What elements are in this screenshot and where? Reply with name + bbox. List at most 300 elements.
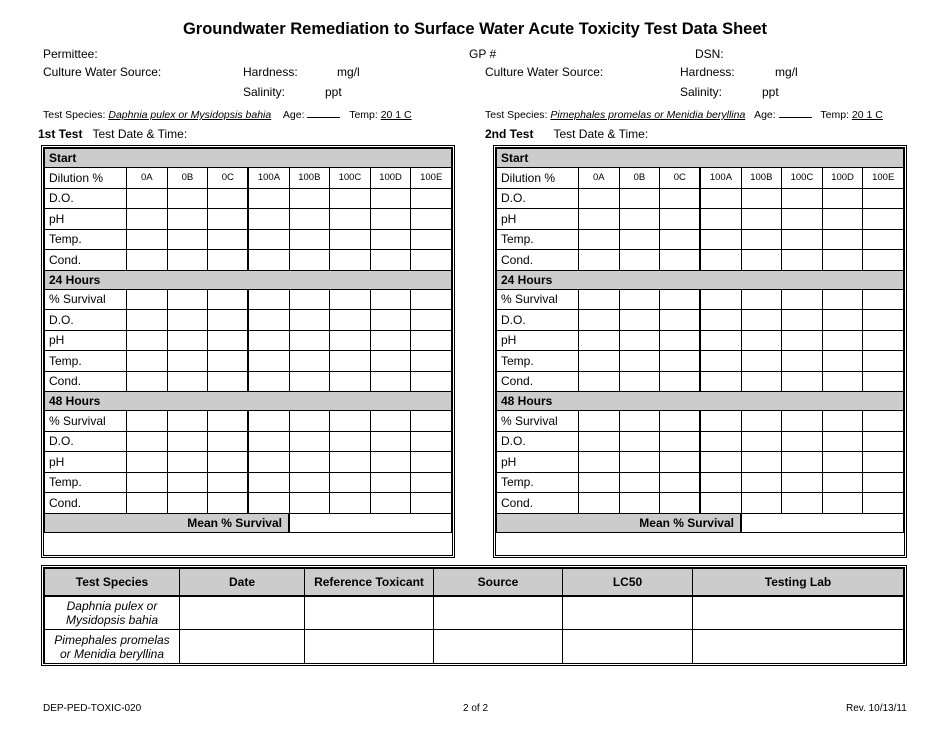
entry-cell[interactable] [370,188,411,209]
entry-cell[interactable] [370,452,411,473]
section-h48-label: 48 Hours [497,392,904,411]
test2-data-grid-frame [493,145,907,558]
entry-cell[interactable] [289,472,330,493]
entry-cell[interactable] [127,250,168,271]
entry-cell[interactable] [248,289,289,310]
row-label-do: D.O. [497,188,579,209]
measurement-row-temp [45,472,452,493]
entry-cell[interactable] [782,431,823,452]
entry-cell[interactable] [741,330,782,351]
dilution-column-header: 100E [411,168,452,189]
entry-cell[interactable] [208,330,249,351]
entry-cell[interactable] [411,411,452,432]
row-label-do: D.O. [497,431,579,452]
entry-cell[interactable] [330,330,371,351]
entry-cell[interactable] [660,209,701,230]
entry-cell[interactable] [127,493,168,514]
dilution-label: Dilution % [45,168,127,189]
entry-cell[interactable] [370,250,411,271]
entry-cell[interactable] [208,351,249,372]
entry-cell[interactable] [127,472,168,493]
entry-cell[interactable] [863,351,904,372]
entry-cell[interactable] [741,310,782,331]
entry-cell[interactable] [782,452,823,473]
entry-cell[interactable] [127,229,168,250]
section-header-row [497,392,904,411]
ref-source-cell[interactable] [434,596,563,630]
entry-cell[interactable] [579,351,620,372]
dilution-row [497,168,904,189]
entry-cell[interactable] [700,371,741,392]
entry-cell[interactable] [619,371,660,392]
entry-cell[interactable] [579,289,620,310]
entry-cell[interactable] [167,452,208,473]
entry-cell[interactable] [863,310,904,331]
ref-species-pimephales: Pimephales promelas or Menidia beryllina [45,630,180,664]
test-species-label-2: Test Species: [485,109,548,121]
entry-cell[interactable] [167,371,208,392]
entry-cell[interactable] [782,371,823,392]
entry-cell[interactable] [370,229,411,250]
entry-cell[interactable] [863,411,904,432]
entry-cell[interactable] [370,209,411,230]
entry-cell[interactable] [370,310,411,331]
entry-cell[interactable] [411,229,452,250]
entry-cell[interactable] [660,472,701,493]
entry-cell[interactable] [208,250,249,271]
entry-cell[interactable] [660,330,701,351]
dilution-label: Dilution % [497,168,579,189]
entry-cell[interactable] [167,209,208,230]
entry-cell[interactable] [208,188,249,209]
entry-cell[interactable] [700,229,741,250]
entry-cell[interactable] [167,188,208,209]
entry-cell[interactable] [411,289,452,310]
entry-cell[interactable] [208,209,249,230]
row-label-ph: pH [497,452,579,473]
entry-cell[interactable] [782,351,823,372]
salinity-label-1: Salinity: [243,85,286,99]
entry-cell[interactable] [700,452,741,473]
entry-cell[interactable] [660,411,701,432]
ref-toxicant-cell[interactable] [305,630,434,664]
measurement-row-survival [497,411,904,432]
dilution-row [45,168,452,189]
salinity-unit-2: ppt [762,85,779,99]
entry-cell[interactable] [248,411,289,432]
entry-cell[interactable] [208,472,249,493]
entry-cell[interactable] [330,229,371,250]
dilution-column-header: 100B [289,168,330,189]
entry-cell[interactable] [660,493,701,514]
entry-cell[interactable] [619,250,660,271]
section-h48-label: 48 Hours [45,392,452,411]
entry-cell[interactable] [660,351,701,372]
entry-cell[interactable] [411,371,452,392]
entry-cell[interactable] [782,188,823,209]
entry-cell[interactable] [741,452,782,473]
entry-cell[interactable] [411,472,452,493]
entry-cell[interactable] [660,371,701,392]
entry-cell[interactable] [700,351,741,372]
entry-cell[interactable] [863,472,904,493]
ref-date-cell[interactable] [180,596,305,630]
entry-cell[interactable] [863,209,904,230]
entry-cell[interactable] [782,472,823,493]
entry-cell[interactable] [579,188,620,209]
entry-cell[interactable] [741,229,782,250]
entry-cell[interactable] [330,188,371,209]
ref-header-date: Date [180,569,305,596]
measurement-row-do [497,188,904,209]
entry-cell[interactable] [700,431,741,452]
entry-cell[interactable] [660,431,701,452]
salinity-label-2: Salinity: [680,85,723,99]
ref-toxicant-cell[interactable] [305,596,434,630]
ref-lab-cell[interactable] [693,630,904,664]
entry-cell[interactable] [863,250,904,271]
entry-cell[interactable] [289,209,330,230]
entry-cell[interactable] [411,351,452,372]
entry-cell[interactable] [822,371,863,392]
entry-cell[interactable] [741,250,782,271]
entry-cell[interactable] [289,452,330,473]
test-species-line-2 [485,107,883,121]
entry-cell[interactable] [822,250,863,271]
ref-header-testing-lab: Testing Lab [693,569,904,596]
test-species-value-1: Daphnia pulex or Mysidopsis bahia [108,109,272,121]
entry-cell[interactable] [619,431,660,452]
entry-cell[interactable] [127,330,168,351]
entry-cell[interactable] [411,250,452,271]
entry-cell[interactable] [741,411,782,432]
entry-cell[interactable] [822,330,863,351]
entry-cell[interactable] [863,330,904,351]
gp-label: GP # [469,47,497,61]
entry-cell[interactable] [579,229,620,250]
entry-cell[interactable] [411,188,452,209]
entry-cell[interactable] [741,371,782,392]
entry-cell[interactable] [700,250,741,271]
test2-data-grid [496,148,904,533]
entry-cell[interactable] [248,493,289,514]
entry-cell[interactable] [411,330,452,351]
entry-cell[interactable] [167,472,208,493]
ref-date-cell[interactable] [180,630,305,664]
entry-cell[interactable] [167,351,208,372]
hardness-label-1: Hardness: [243,65,298,79]
entry-cell[interactable] [248,209,289,230]
entry-cell[interactable] [619,310,660,331]
entry-cell[interactable] [370,411,411,432]
entry-cell[interactable] [330,351,371,372]
entry-cell[interactable] [660,250,701,271]
entry-cell[interactable] [700,310,741,331]
entry-cell[interactable] [330,310,371,331]
entry-cell[interactable] [741,351,782,372]
entry-cell[interactable] [289,493,330,514]
entry-cell[interactable] [370,371,411,392]
entry-cell[interactable] [248,330,289,351]
entry-cell[interactable] [579,330,620,351]
entry-cell[interactable] [289,229,330,250]
measurement-row-survival [497,289,904,310]
dsn-label: DSN: [695,47,724,61]
entry-cell[interactable] [822,452,863,473]
entry-cell[interactable] [619,188,660,209]
test1-heading: 1st Test [38,127,83,141]
entry-cell[interactable] [289,431,330,452]
row-label-temp: Temp. [45,351,127,372]
entry-cell[interactable] [208,371,249,392]
entry-cell[interactable] [167,330,208,351]
entry-cell[interactable] [863,431,904,452]
measurement-row-do [497,310,904,331]
entry-cell[interactable] [248,310,289,331]
entry-cell[interactable] [208,289,249,310]
entry-cell[interactable] [579,431,620,452]
row-label-survival: % Survival [497,289,579,310]
entry-cell[interactable] [700,493,741,514]
entry-cell[interactable] [579,310,620,331]
measurement-row-survival [45,289,452,310]
entry-cell[interactable] [248,452,289,473]
entry-cell[interactable] [127,452,168,473]
entry-cell[interactable] [330,493,371,514]
entry-cell[interactable] [579,472,620,493]
dilution-column-header: 100D [822,168,863,189]
entry-cell[interactable] [822,188,863,209]
measurement-row-ph [45,330,452,351]
entry-cell[interactable] [330,250,371,271]
ref-header-reference-toxicant: Reference Toxicant [305,569,434,596]
entry-cell[interactable] [370,330,411,351]
entry-cell[interactable] [619,289,660,310]
ref-lc50-cell[interactable] [563,630,693,664]
page-number: 2 of 2 [463,703,489,714]
entry-cell[interactable] [248,229,289,250]
entry-cell[interactable] [782,493,823,514]
measurement-row-temp [497,351,904,372]
entry-cell[interactable] [289,371,330,392]
entry-cell[interactable] [700,330,741,351]
entry-cell[interactable] [700,472,741,493]
measurement-row-cond [45,371,452,392]
entry-cell[interactable] [863,289,904,310]
entry-cell[interactable] [208,452,249,473]
entry-cell[interactable] [741,472,782,493]
entry-cell[interactable] [370,431,411,452]
entry-cell[interactable] [782,330,823,351]
ref-source-cell[interactable] [434,630,563,664]
age-field-2[interactable] [779,107,812,118]
entry-cell[interactable] [370,289,411,310]
entry-cell[interactable] [660,289,701,310]
row-label-ph: pH [497,209,579,230]
entry-cell[interactable] [167,310,208,331]
entry-cell[interactable] [700,411,741,432]
entry-cell[interactable] [782,310,823,331]
test-species-value-2: Pimephales promelas or Menidia beryllina [550,109,746,121]
ref-header-test-species: Test Species [45,569,180,596]
entry-cell[interactable] [863,371,904,392]
section-header-row [45,270,452,289]
entry-cell[interactable] [782,250,823,271]
entry-cell[interactable] [411,431,452,452]
entry-cell[interactable] [127,371,168,392]
dilution-column-header: 0C [208,168,249,189]
entry-cell[interactable] [208,493,249,514]
test1-date-time-label: Test Date & Time: [92,127,188,141]
entry-cell[interactable] [700,289,741,310]
entry-cell[interactable] [741,493,782,514]
entry-cell[interactable] [289,188,330,209]
entry-cell[interactable] [330,472,371,493]
dilution-column-header: 100A [700,168,741,189]
reference-toxicant-frame [41,565,907,666]
entry-cell[interactable] [330,452,371,473]
entry-cell[interactable] [822,310,863,331]
entry-cell[interactable] [782,289,823,310]
entry-cell[interactable] [167,431,208,452]
entry-cell[interactable] [330,209,371,230]
entry-cell[interactable] [863,493,904,514]
entry-cell[interactable] [782,411,823,432]
measurement-row-cond [497,371,904,392]
entry-cell[interactable] [822,351,863,372]
entry-cell[interactable] [660,452,701,473]
entry-cell[interactable] [822,493,863,514]
entry-cell[interactable] [619,472,660,493]
entry-cell[interactable] [127,209,168,230]
entry-cell[interactable] [248,371,289,392]
entry-cell[interactable] [289,250,330,271]
section-header-row [45,149,452,168]
entry-cell[interactable] [167,493,208,514]
entry-cell[interactable] [822,472,863,493]
entry-cell[interactable] [579,411,620,432]
entry-cell[interactable] [167,250,208,271]
entry-cell[interactable] [579,209,620,230]
entry-cell[interactable] [660,229,701,250]
mean-survival-value-cell[interactable] [289,513,452,532]
entry-cell[interactable] [822,411,863,432]
row-label-cond: Cond. [45,371,127,392]
entry-cell[interactable] [863,229,904,250]
dilution-column-header: 100D [370,168,411,189]
entry-cell[interactable] [863,452,904,473]
entry-cell[interactable] [167,411,208,432]
test2-heading-line [485,127,648,141]
entry-cell[interactable] [411,452,452,473]
entry-cell[interactable] [741,431,782,452]
entry-cell[interactable] [127,289,168,310]
entry-cell[interactable] [822,229,863,250]
entry-cell[interactable] [167,289,208,310]
entry-cell[interactable] [411,493,452,514]
row-label-survival: % Survival [45,411,127,432]
entry-cell[interactable] [248,472,289,493]
section-start-label: Start [497,149,904,168]
entry-cell[interactable] [619,229,660,250]
measurement-row-do [45,310,452,331]
row-label-temp: Temp. [497,229,579,250]
entry-cell[interactable] [248,250,289,271]
entry-cell[interactable] [619,209,660,230]
entry-cell[interactable] [370,351,411,372]
age-field-1[interactable] [307,107,340,118]
entry-cell[interactable] [289,310,330,331]
row-label-temp: Temp. [45,229,127,250]
entry-cell[interactable] [619,330,660,351]
entry-cell[interactable] [579,250,620,271]
temp-value-2: 20 1 C [851,109,883,121]
entry-cell[interactable] [782,229,823,250]
entry-cell[interactable] [127,351,168,372]
entry-cell[interactable] [330,289,371,310]
mean-survival-value-cell[interactable] [741,513,904,532]
entry-cell[interactable] [411,310,452,331]
row-label-do: D.O. [45,431,127,452]
entry-cell[interactable] [579,493,620,514]
entry-cell[interactable] [700,188,741,209]
entry-cell[interactable] [741,188,782,209]
entry-cell[interactable] [579,452,620,473]
entry-cell[interactable] [330,371,371,392]
entry-cell[interactable] [741,289,782,310]
entry-cell[interactable] [411,209,452,230]
entry-cell[interactable] [167,229,208,250]
entry-cell[interactable] [208,411,249,432]
entry-cell[interactable] [127,310,168,331]
entry-cell[interactable] [700,209,741,230]
entry-cell[interactable] [289,411,330,432]
entry-cell[interactable] [782,209,823,230]
entry-cell[interactable] [208,310,249,331]
entry-cell[interactable] [289,289,330,310]
entry-cell[interactable] [619,351,660,372]
entry-cell[interactable] [370,472,411,493]
entry-cell[interactable] [619,452,660,473]
entry-cell[interactable] [330,411,371,432]
entry-cell[interactable] [822,431,863,452]
reference-row-pimephales [45,630,904,664]
entry-cell[interactable] [127,411,168,432]
entry-cell[interactable] [208,229,249,250]
entry-cell[interactable] [822,209,863,230]
entry-cell[interactable] [248,431,289,452]
entry-cell[interactable] [127,431,168,452]
entry-cell[interactable] [370,493,411,514]
entry-cell[interactable] [660,310,701,331]
entry-cell[interactable] [619,493,660,514]
entry-cell[interactable] [619,411,660,432]
entry-cell[interactable] [660,188,701,209]
entry-cell[interactable] [248,188,289,209]
entry-cell[interactable] [208,431,249,452]
ref-lc50-cell[interactable] [563,596,693,630]
entry-cell[interactable] [579,371,620,392]
entry-cell[interactable] [248,351,289,372]
entry-cell[interactable] [289,330,330,351]
entry-cell[interactable] [741,209,782,230]
entry-cell[interactable] [127,188,168,209]
entry-cell[interactable] [822,289,863,310]
entry-cell[interactable] [289,351,330,372]
ref-lab-cell[interactable] [693,596,904,630]
entry-cell[interactable] [330,431,371,452]
entry-cell[interactable] [863,188,904,209]
